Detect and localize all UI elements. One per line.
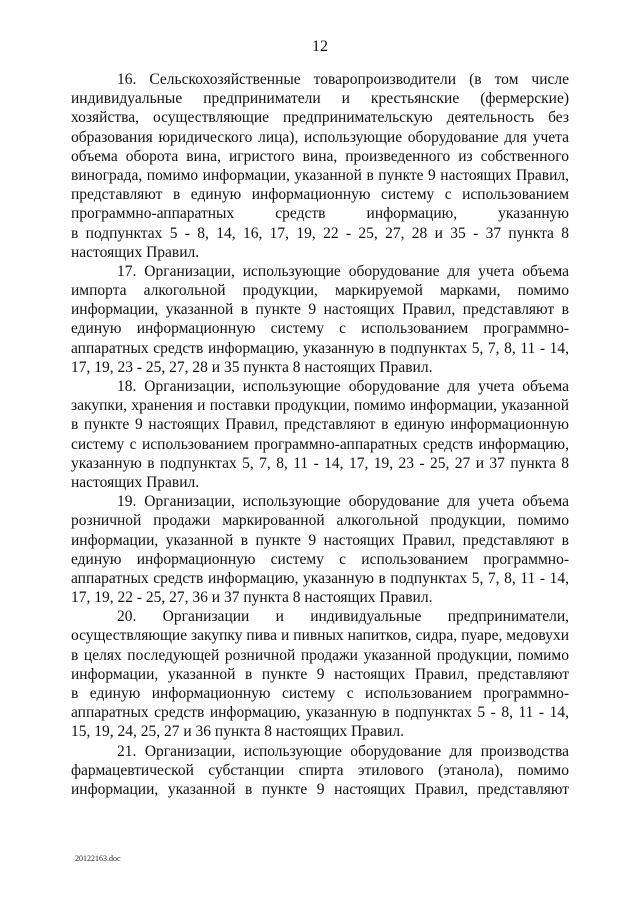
document-filename: 20122163.doc [75,854,121,863]
text-line: в единую информационную систему с использованием программно- [71,685,569,702]
paragraph [71,607,569,741]
text-line: в подпунктах 5 - 8, 14, 16, 17, 19, 22 - 25, 27, 28 и 35 - 37 пункта 8 [71,224,569,242]
text-line: 15, 19, 24, 25, 27 и 36 пункта 8 настоящих Правил. [71,723,405,741]
text-line: настоящих Правил. [71,243,200,261]
text-line: в целях последующей розничной продажи указанной продукции, помимо [71,646,569,664]
text-line: индивидуальные предприниматели и крестьянские (фермерские) [71,90,569,108]
text-line: информации, указанной в пункте 9 настоящих Правил, представляют в [71,531,569,549]
text-line: информации, указанной в пункте 9 настоящих Правил, представляют [71,665,569,683]
document-body [71,70,569,799]
text-line: 21. Организации, использующие оборудование для производства [117,742,569,760]
paragraph [71,377,569,492]
text-line: информации, указанной в пункте 9 настоящих Правил, представляют в [71,301,569,319]
page-number: 12 [312,38,328,55]
text-line: розничной продажи маркированной алкогольной продукции, помимо [71,512,569,530]
text-line: аппаратных средств информацию, указанную в подпунктах 5, 7, 8, 11 - 14, [71,339,569,357]
text-line: аппаратных средств информацию, указанную в подпунктах 5 - 8, 11 - 14, [71,704,569,722]
paragraph [71,70,569,262]
paragraph [71,492,569,607]
text-line: осуществляющие закупку пива и пивных напитков, сидра, пуаре, медовухи [71,627,569,645]
text-line: 19. Организации, использующие оборудование для учета объема [117,493,569,511]
text-line: 16. Сельскохозяйственные товаропроизводители (в том числе [117,71,569,88]
text-line: образования юридического лица), использующие оборудование для учета [71,128,569,146]
text-line: программно-аппаратных средств информацию, указанную [71,205,569,223]
text-line: информации, указанной в пункте 9 настоящих Правил, представляют [71,780,569,798]
text-line: 17, 19, 22 - 25, 27, 36 и 37 пункта 8 настоящих Правил. [71,589,433,607]
text-line: хозяйства, осуществляющие предпринимательскую деятельность без [71,109,569,127]
text-line: указанную в подпунктах 5, 7, 8, 11 - 14, 17, 19, 23 - 25, 27 и 37 пункта 8 [71,454,569,472]
text-line: представляют в единую информационную систему с использованием [71,186,569,204]
text-line: импорта алкогольной продукции, маркируемой марками, помимо [71,282,569,300]
text-line: закупки, хранения и поставки продукции, помимо информации, указанной [71,397,569,415]
paragraph [71,262,569,377]
text-line: настоящих Правил. [71,473,200,491]
text-line: винограда, помимо информации, указанной в пункте 9 настоящих Правил, [71,166,569,184]
text-line: 17. Организации, использующие оборудование для учета объема [117,262,569,280]
text-line: фармацевтической субстанции спирта этилового (этанола), помимо [71,761,569,779]
text-line: объема оборота вина, игристого вина, произведенного из собственного [71,147,569,165]
paragraph [71,742,569,800]
text-line: в пункте 9 настоящих Правил, представляют в единую информационную [71,416,569,434]
text-line: аппаратных средств информацию, указанную в подпунктах 5, 7, 8, 11 - 14, [71,569,569,587]
text-line: 18. Организации, использующие оборудование для учета объема [117,378,569,395]
text-line: единую информационную систему с использованием программно- [71,320,569,338]
text-line: 17, 19, 23 - 25, 27, 28 и 35 пункта 8 настоящих Правил. [71,358,433,376]
text-line: 20. Организации и индивидуальные предприниматели, [117,608,569,626]
text-line: единую информационную систему с использованием программно- [71,550,569,568]
text-line: систему с использованием программно-аппаратных средств информацию, [71,435,569,453]
